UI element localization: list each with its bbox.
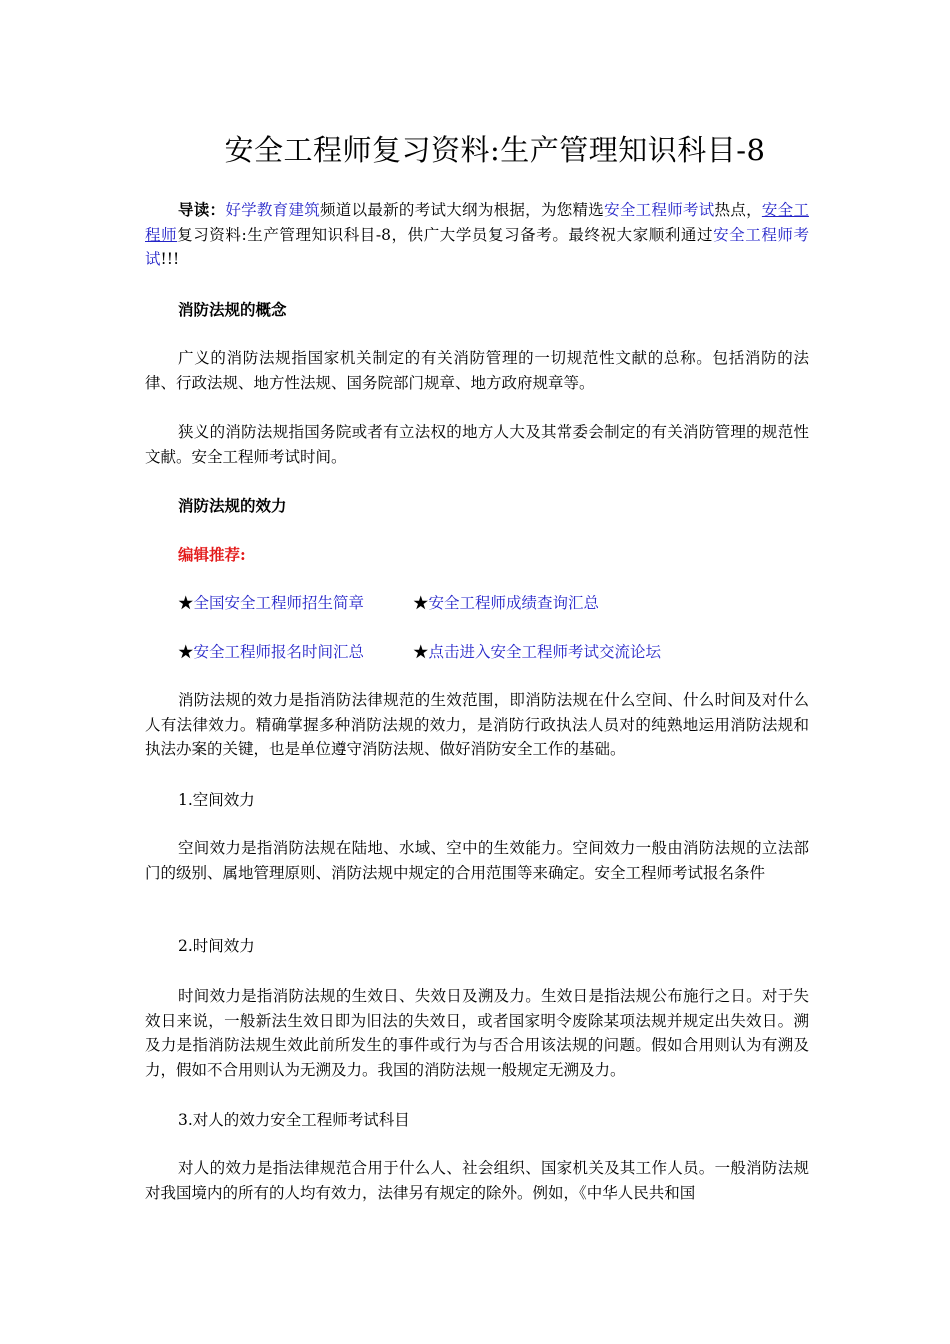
recommend-link-text[interactable]: 安全工程师成绩查询汇总: [428, 594, 600, 612]
subheading-time: 2.时间效力: [178, 937, 255, 955]
recommend-link-text[interactable]: 安全工程师报名时间汇总: [193, 643, 365, 661]
recommend-link-forum[interactable]: [413, 640, 661, 664]
intro-link-exam-2[interactable]: 安全工程师考试: [145, 225, 809, 268]
star-icon: ★: [178, 594, 194, 612]
concept-paragraph-broad: 广义的消防法规指国家机关制定的有关消防管理的一切规范性文献的总称。包括消防的法律、行政法规、地方性法规、国务院部门规章、地方政府规章等。: [145, 349, 809, 392]
person-effect-paragraph: 对人的效力是指法律规范合用于什么人、社会组织、国家机关及其工作人员。一般消防法规对我国境内的所有的人均有效力，法律另有规定的除外。例如，《中华人民共和国: [145, 1159, 809, 1202]
space-effect-paragraph: 空间效力是指消防法规在陆地、水域、空中的生效能力。空间效力一般由消防法规的立法部门的级别、属地管理原则、消防法规中规定的合用范围等来确定。安全工程师考试报名条件: [145, 839, 809, 882]
editor-recommend-text: 编辑推荐:: [178, 545, 246, 564]
intro-label: 导读：: [178, 200, 226, 219]
recommend-link-registration[interactable]: [178, 640, 364, 664]
intro-link-site[interactable]: 好学教育建筑: [225, 201, 321, 219]
recommend-link-scores[interactable]: [413, 591, 599, 615]
intro-link-exam[interactable]: 安全工程师考试: [604, 201, 715, 219]
section-heading-concept: 消防法规的概念: [178, 300, 287, 319]
recommend-link-text[interactable]: 全国安全工程师招生简章: [193, 594, 365, 612]
section-heading-effect: 消防法规的效力: [178, 496, 287, 515]
star-icon: ★: [413, 643, 429, 661]
editor-recommend-label: [178, 543, 246, 567]
intro-text: 热点，: [714, 201, 762, 219]
intro-paragraph: [145, 198, 809, 272]
intro-text: 复习资料:生产管理知识科目-8，供广大学员复习备考。最终祝大家顺利通过: [177, 225, 714, 244]
subheading-space: 1.空间效力: [178, 791, 255, 809]
effect-paragraph: 消防法规的效力是指消防法律规范的生效范围，即消防法规在什么空间、什么时间及对什么人有法律效力。精确掌握多种消防法规的效力，是消防行政执法人员对的纯熟地运用消防法规和执法办案的关键，也是单位遵守消防法规、做好消防安全工作的基础。: [145, 691, 809, 758]
intro-text: !!!: [160, 250, 180, 268]
intro-text: 频道以最新的考试大纲为根据，为您精选: [320, 201, 605, 219]
page-title: 安全工程师复习资料:生产管理知识科目-8: [224, 133, 766, 167]
star-icon: ★: [413, 594, 429, 612]
time-effect-paragraph: 时间效力是指消防法规的生效日、失效日及溯及力。生效日是指法规公布施行之日。对于失效日来说，一般新法生效日即为旧法的失效日，或者国家明令废除某项法规并规定出失效日。溯及力是指消防法规生效此前所发生的事件或行为与否合用该法规的问题。假如合用则认为有溯及力，假如不合用则认为无溯及力。我国的消防法规一般规定无溯及力。: [145, 987, 809, 1079]
subheading-person: 3.对人的效力安全工程师考试科目: [178, 1111, 410, 1129]
intro-link-engineer[interactable]: 安全工程师: [145, 201, 809, 244]
recommend-link-admission[interactable]: [178, 591, 364, 615]
star-icon: ★: [178, 643, 194, 661]
concept-paragraph-narrow: 狭义的消防法规指国务院或者有立法权的地方人大及其常委会制定的有关消防管理的规范性文献。安全工程师考试时间。: [145, 423, 809, 466]
recommend-link-text[interactable]: 点击进入安全工程师考试交流论坛: [428, 643, 662, 661]
